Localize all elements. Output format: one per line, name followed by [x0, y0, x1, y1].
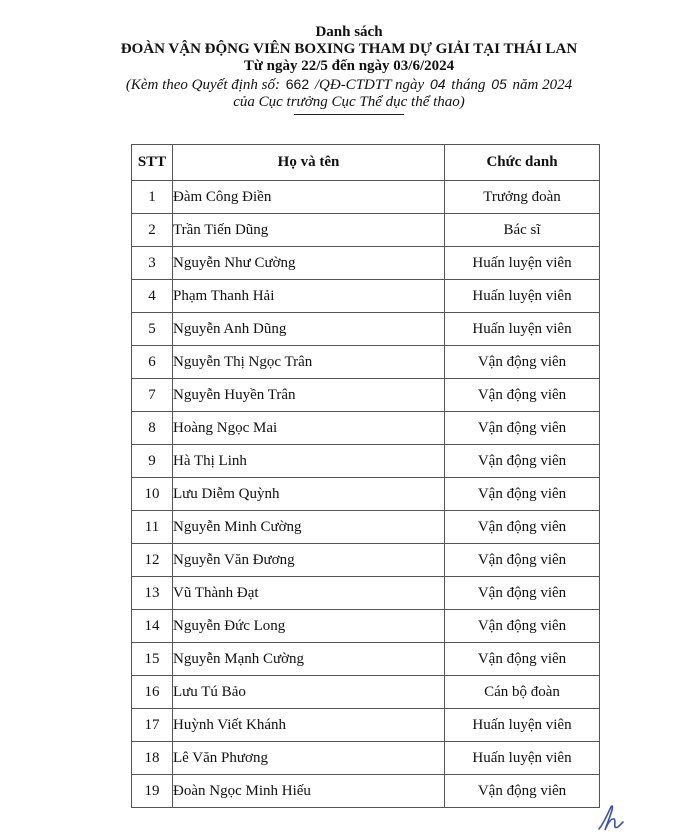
row-number-cell: 12	[132, 544, 173, 577]
table-row	[132, 280, 600, 313]
column-header-stt: STT	[132, 145, 173, 181]
member-name-cell: Huỳnh Viết Khánh	[173, 709, 445, 742]
member-role-cell: Vận động viên	[445, 346, 600, 379]
table-row	[132, 214, 600, 247]
decision-day: 04	[429, 76, 446, 92]
table-row	[132, 313, 600, 346]
row-number-cell: 6	[132, 346, 173, 379]
table-row	[132, 247, 600, 280]
document-header	[0, 24, 698, 115]
member-role-cell: Huấn luyện viên	[445, 709, 600, 742]
row-number-cell: 14	[132, 610, 173, 643]
table-row	[132, 676, 600, 709]
member-role-cell: Vận động viên	[445, 445, 600, 478]
table-row	[132, 346, 600, 379]
document-subtitle: ĐOÀN VẬN ĐỘNG VIÊN BOXING THAM DỰ GIẢI TẠI THÁI LAN	[120, 41, 578, 57]
table-row	[132, 412, 600, 445]
row-number-cell: 8	[132, 412, 173, 445]
member-name-cell: Nguyễn Văn Đương	[173, 544, 445, 577]
member-role-cell: Trưởng đoàn	[445, 181, 600, 214]
row-number-cell: 17	[132, 709, 173, 742]
reference-prefix: (Kèm theo Quyết định số:	[125, 77, 280, 93]
row-number-cell: 2	[132, 214, 173, 247]
decision-reference	[0, 75, 698, 94]
member-name-cell: Nguyễn Đức Long	[173, 610, 445, 643]
member-role-cell: Vận động viên	[445, 511, 600, 544]
row-number-cell: 10	[132, 478, 173, 511]
member-role-cell: Huấn luyện viên	[445, 313, 600, 346]
reference-code: /QĐ-CTDTT ngày	[314, 77, 425, 93]
table-header-row	[132, 145, 600, 181]
member-name-cell: Nguyễn Mạnh Cường	[173, 643, 445, 676]
row-number-cell: 15	[132, 643, 173, 676]
row-number-cell: 19	[132, 775, 173, 808]
member-role-cell: Huấn luyện viên	[445, 247, 600, 280]
row-number-cell: 9	[132, 445, 173, 478]
member-name-cell: Hoàng Ngọc Mai	[173, 412, 445, 445]
member-role-cell: Vận động viên	[445, 577, 600, 610]
issuer-line: của Cục trưởng Cục Thể dục thể thao)	[233, 94, 465, 110]
table-row	[132, 742, 600, 775]
table-row	[132, 478, 600, 511]
member-name-cell: Lưu Tú Bảo	[173, 676, 445, 709]
member-role-cell: Vận động viên	[445, 544, 600, 577]
document-title: Danh sách	[315, 24, 383, 40]
decision-month: 05	[491, 76, 507, 92]
decision-number: 662	[285, 76, 310, 92]
reference-year: năm 2024	[512, 77, 573, 93]
reference-month-word: tháng	[451, 77, 486, 93]
table-row	[132, 445, 600, 478]
row-number-cell: 16	[132, 676, 173, 709]
table-body	[132, 181, 600, 808]
table-row	[132, 709, 600, 742]
header-divider	[294, 114, 404, 115]
date-range: Từ ngày 22/5 đến ngày 03/6/2024	[243, 58, 455, 74]
member-role-cell: Vận động viên	[445, 775, 600, 808]
member-name-cell: Nguyễn Anh Dũng	[173, 313, 445, 346]
row-number-cell: 4	[132, 280, 173, 313]
row-number-cell: 3	[132, 247, 173, 280]
row-number-cell: 18	[132, 742, 173, 775]
table-row	[132, 181, 600, 214]
member-name-cell: Đoàn Ngọc Minh Hiếu	[173, 775, 445, 808]
member-role-cell: Vận động viên	[445, 412, 600, 445]
delegation-table	[131, 144, 600, 808]
member-name-cell: Hà Thị Linh	[173, 445, 445, 478]
member-role-cell: Vận động viên	[445, 610, 600, 643]
table-row	[132, 610, 600, 643]
member-name-cell: Nguyễn Huyền Trân	[173, 379, 445, 412]
member-role-cell: Vận động viên	[445, 379, 600, 412]
member-role-cell: Cán bộ đoàn	[445, 676, 600, 709]
table-row	[132, 577, 600, 610]
member-name-cell: Nguyễn Minh Cường	[173, 511, 445, 544]
table-row	[132, 643, 600, 676]
member-role-cell: Vận động viên	[445, 478, 600, 511]
row-number-cell: 11	[132, 511, 173, 544]
member-role-cell: Huấn luyện viên	[445, 280, 600, 313]
table-row	[132, 775, 600, 808]
member-name-cell: Đàm Công Điền	[173, 181, 445, 214]
table-row	[132, 379, 600, 412]
member-name-cell: Vũ Thành Đạt	[173, 577, 445, 610]
table-row	[132, 544, 600, 577]
row-number-cell: 13	[132, 577, 173, 610]
member-name-cell: Trần Tiến Dũng	[173, 214, 445, 247]
member-name-cell: Nguyễn Như Cường	[173, 247, 445, 280]
row-number-cell: 7	[132, 379, 173, 412]
member-role-cell: Vận động viên	[445, 643, 600, 676]
member-name-cell: Nguyễn Thị Ngọc Trân	[173, 346, 445, 379]
row-number-cell: 1	[132, 181, 173, 214]
row-number-cell: 5	[132, 313, 173, 346]
member-role-cell: Huấn luyện viên	[445, 742, 600, 775]
column-header-name: Họ và tên	[173, 145, 445, 181]
signature-initial-icon	[596, 803, 626, 833]
member-name-cell: Lưu Diễm Quỳnh	[173, 478, 445, 511]
column-header-role: Chức danh	[445, 145, 600, 181]
table-row	[132, 511, 600, 544]
member-name-cell: Lê Văn Phương	[173, 742, 445, 775]
member-role-cell: Bác sĩ	[445, 214, 600, 247]
member-name-cell: Phạm Thanh Hải	[173, 280, 445, 313]
